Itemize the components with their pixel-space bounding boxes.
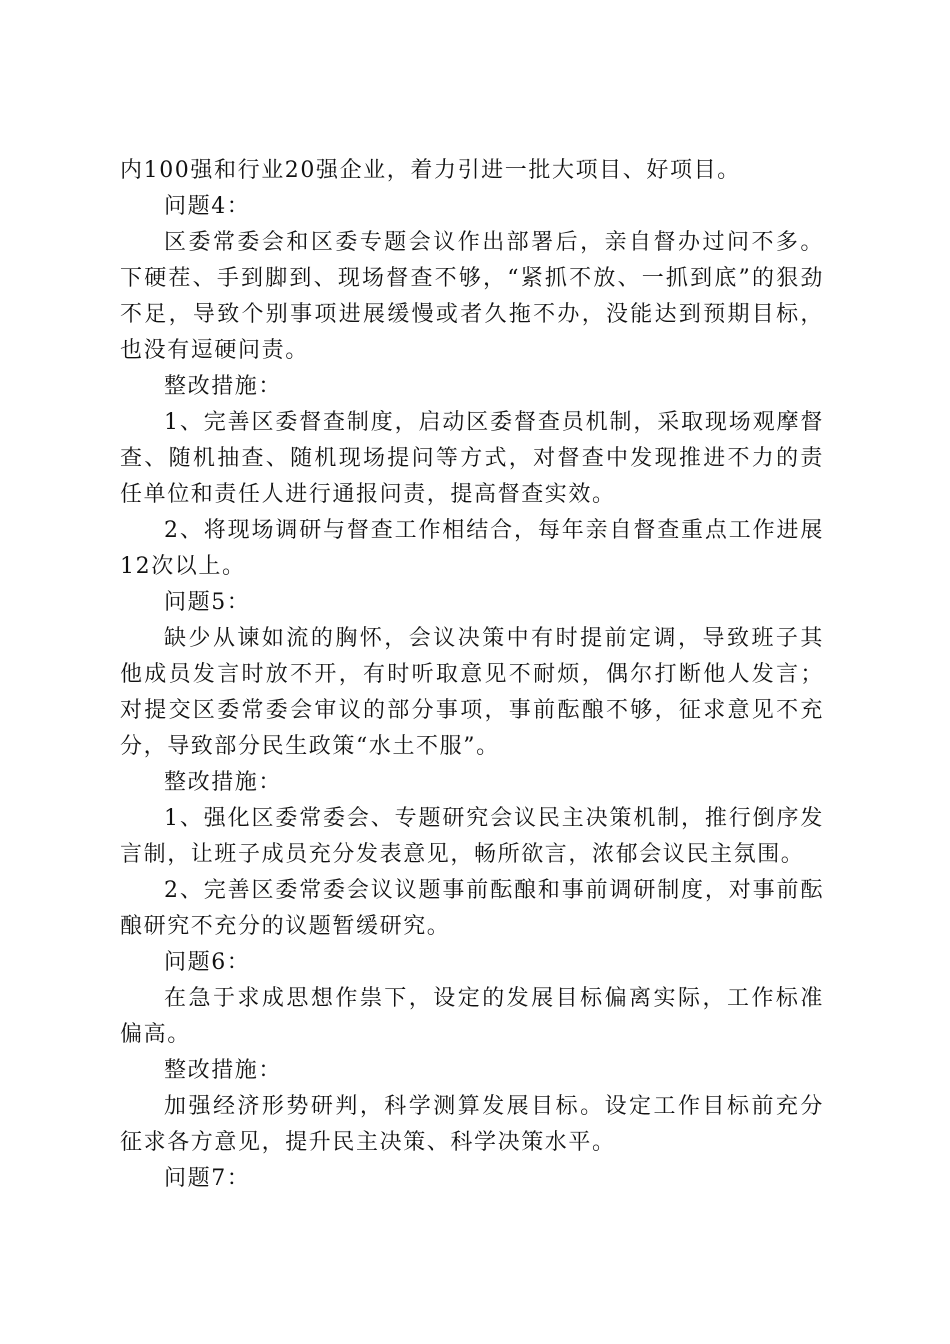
issue-heading-4: 问题4： [164,194,251,219]
document-body [120,153,824,1197]
issue-description-4: 区委常委会和区委专题会议作出部署后，亲自督办过问不多。下硬茬、手到脚到、现场督查不够，“紧抓不放、一抓到底”的狠劲不足，导致个别事项进展缓慢或者久拖不办，没能达到预期目标，也没有逗硬问责。 [120,230,824,363]
paragraph-continuation: 内100强和行业20强企业，着力引进一批大项目、好项目。 [120,158,741,183]
issue-description-6: 在急于求成思想作祟下，设定的发展目标偏离实际，工作标准偏高。 [120,986,824,1047]
measure-5-2: 2、完善区委常委会议议题事前酝酿和事前调研制度，对事前酝酿研究不充分的议题暂缓研究。 [120,878,824,939]
measures-heading-6: 整改措施： [164,1058,283,1083]
measures-heading-4: 整改措施： [164,374,283,399]
issue-heading-7: 问题7： [164,1166,251,1191]
issue-heading-6: 问题6： [164,950,251,975]
measures-heading-5: 整改措施： [164,770,283,795]
issue-description-5: 缺少从谏如流的胸怀，会议决策中有时提前定调，导致班子其他成员发言时放不开，有时听取意见不耐烦，偶尔打断他人发言；对提交区委常委会审议的部分事项，事前酝酿不够，征求意见不充分，导致部分民生政策“水土不服”。 [120,626,824,759]
measure-5-1: 1、强化区委常委会、专题研究会议民主决策机制，推行倒序发言制，让班子成员充分发表意见，畅所欲言，浓郁会议民主氛围。 [120,806,824,867]
issue-heading-5: 问题5： [164,590,251,615]
measure-6-1: 加强经济形势研判，科学测算发展目标。设定工作目标前充分征求各方意见，提升民主决策、科学决策水平。 [120,1094,824,1155]
measure-4-2: 2、将现场调研与督查工作相结合，每年亲自督查重点工作进展12次以上。 [120,518,824,579]
measure-4-1: 1、完善区委督查制度，启动区委督查员机制，采取现场观摩督查、随机抽查、随机现场提问等方式，对督查中发现推进不力的责任单位和责任人进行通报问责，提高督查实效。 [120,410,824,507]
